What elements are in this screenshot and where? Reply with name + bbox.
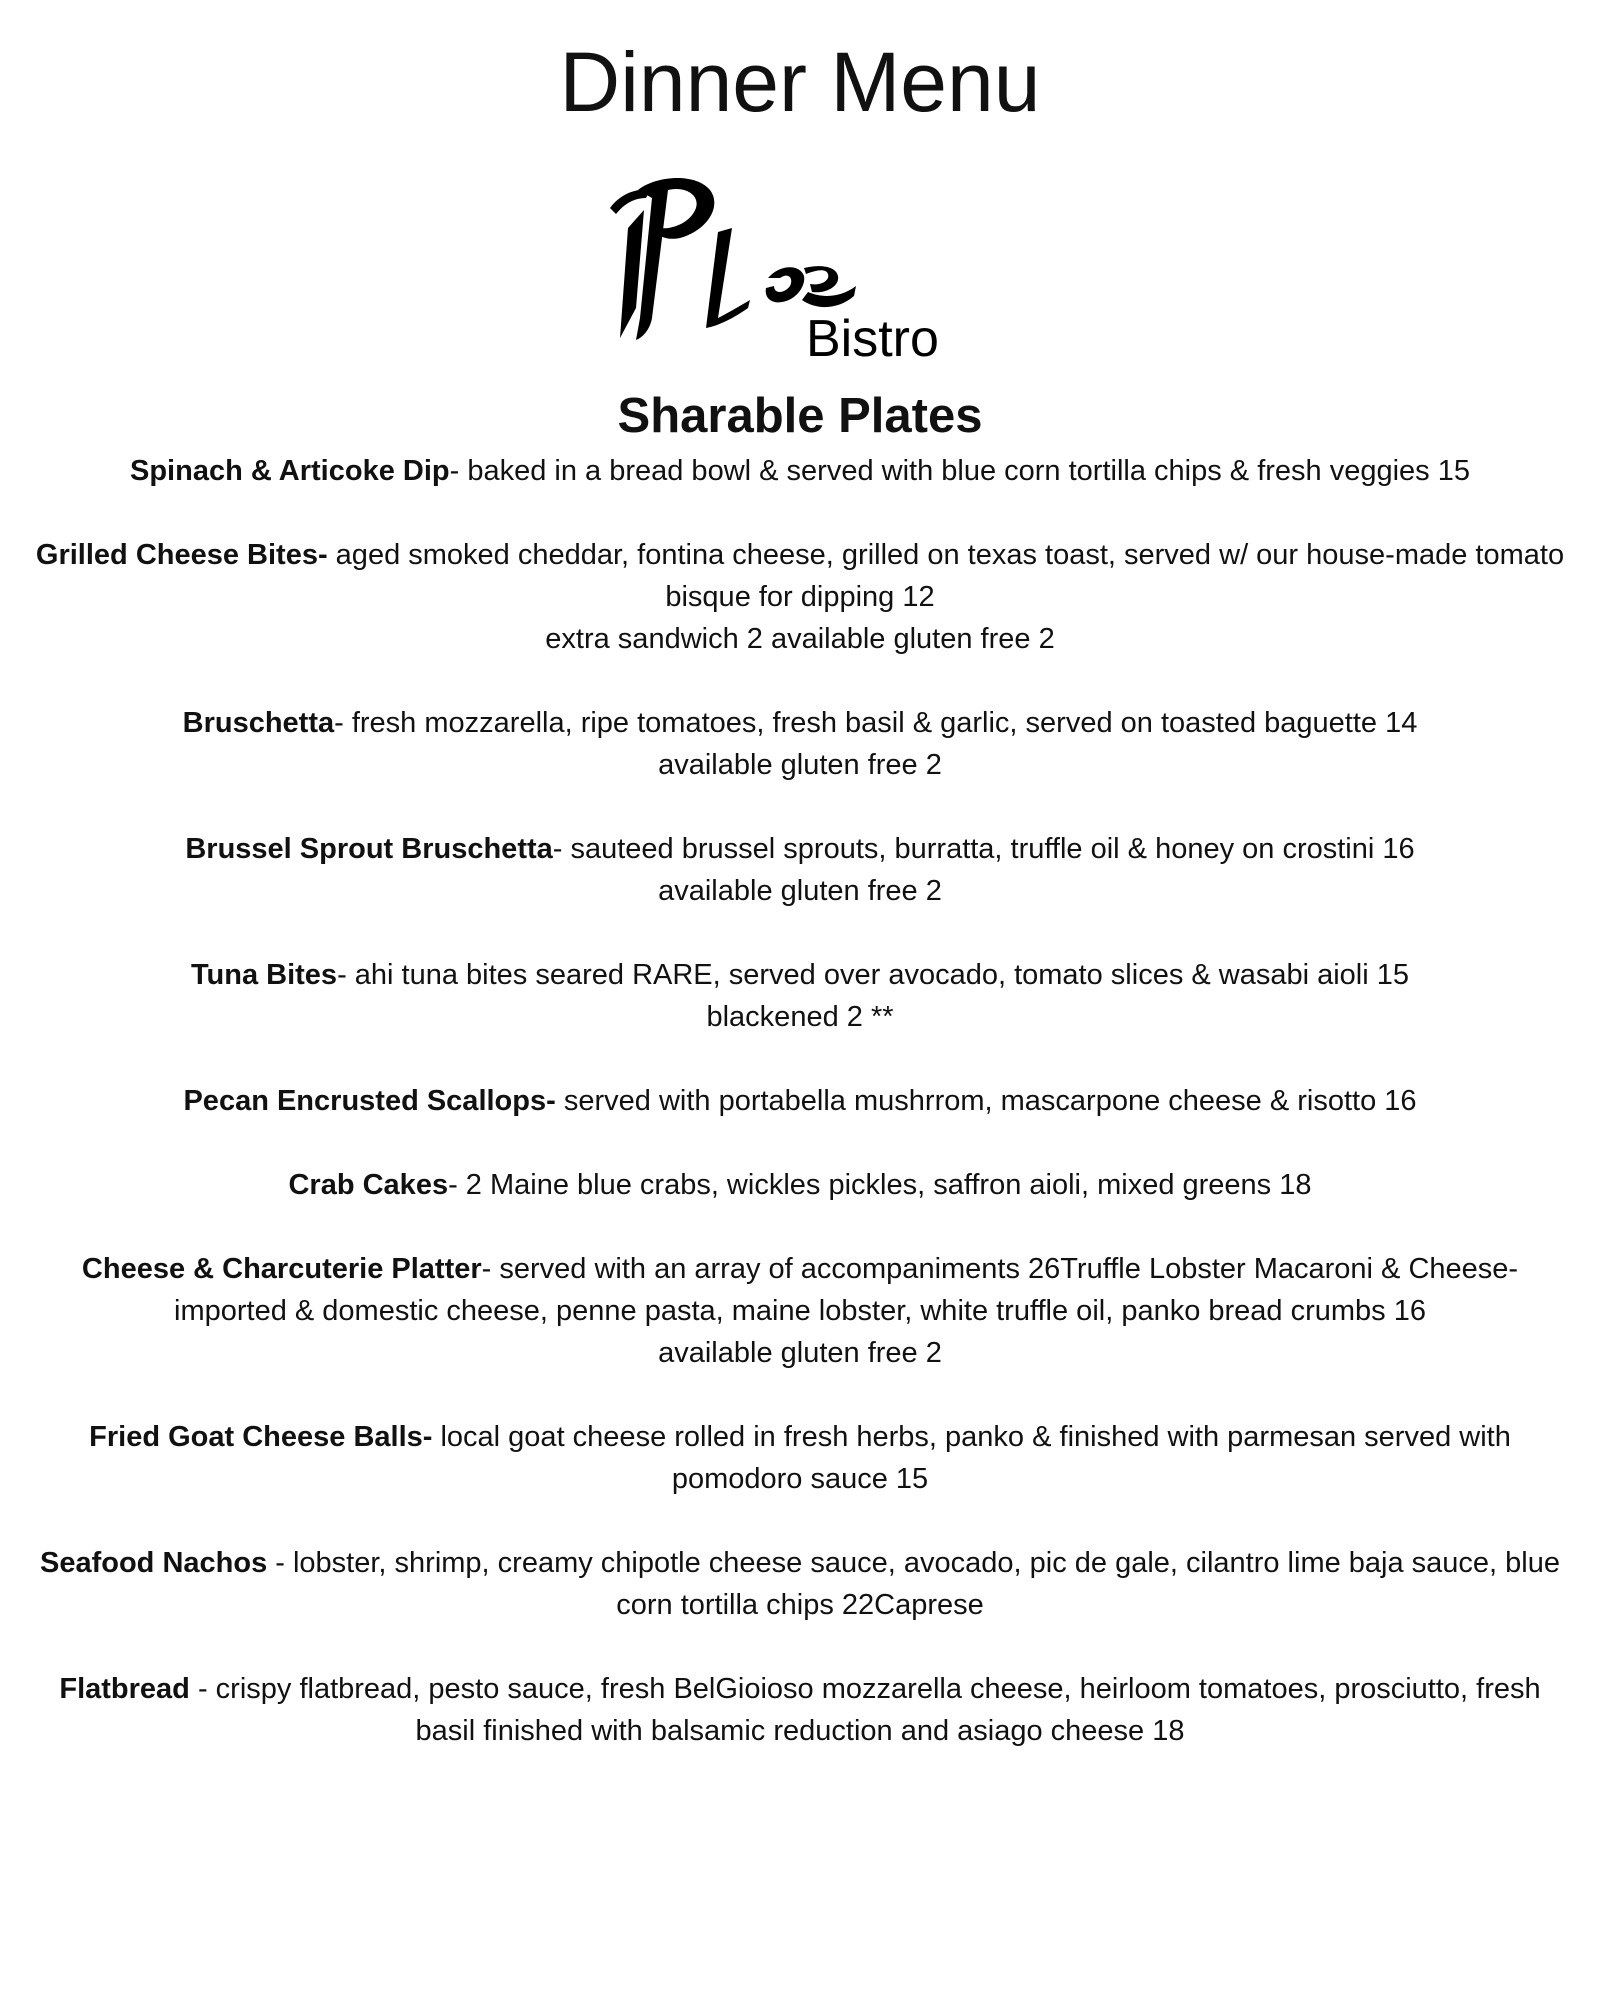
item-name: Seafood Nachos (39, 1547, 268, 1579)
menu-item-pecan-encrusted-scallops (30, 1080, 1570, 1122)
item-extra: blackened 2 ** (706, 1001, 894, 1033)
item-name: Brussel Sprout Bruschetta (185, 833, 553, 865)
item-name: Pecan Encrusted Scallops- (183, 1085, 556, 1117)
menu-item-cheese-charcuterie-platter (30, 1248, 1570, 1374)
item-name: Spinach & Articoke Dip (130, 455, 450, 487)
menu-item-fried-goat-cheese-balls (30, 1416, 1570, 1500)
item-description: - ahi tuna bites seared RARE, served over avocado, tomato slices & wasabi aioli 15 (337, 959, 1410, 991)
menu-item-seafood-nachos (30, 1542, 1570, 1626)
item-description: - fresh mozzarella, ripe tomatoes, fresh basil & garlic, served on toasted baguette 14 (334, 707, 1418, 739)
item-extra: available gluten free 2 (658, 1337, 942, 1369)
menu-item-bruschetta (30, 702, 1570, 786)
item-description: - lobster, shrimp, creamy chipotle cheese sauce, avocado, pic de gale, cilantro lime baja sauce, blue corn tortilla chips 22Caprese (267, 1547, 1560, 1621)
item-description: - sauteed brussel sprouts, burratta, truffle oil & honey on crostini 16 (552, 833, 1415, 865)
menu-item-grilled-cheese-bites (30, 534, 1570, 660)
item-description: served with portabella mushrrom, mascarpone cheese & risotto 16 (555, 1085, 1417, 1117)
section-title: Sharable Plates (617, 389, 983, 443)
item-name: Grilled Cheese Bites- (35, 539, 328, 571)
item-description: - crispy flatbread, pesto sauce, fresh BelGioioso mozzarella cheese, heirloom tomatoes, prosciutto, fresh basil finished with balsamic reduction and asiago cheese 18 (189, 1673, 1541, 1747)
item-description: - served with an array of accompaniments 26Truffle Lobster Macaroni & Cheese- imported & domestic cheese, penne pasta, maine lobster, white truffle oil, panko bread crumbs 16 (174, 1253, 1519, 1327)
item-name: Cheese & Charcuterie Platter (81, 1253, 482, 1285)
item-name: Crab Cakes (288, 1169, 449, 1201)
item-description: - baked in a bread bowl & served with blue corn tortilla chips & fresh veggies 15 (449, 455, 1470, 487)
item-name: Flatbread (59, 1673, 190, 1705)
menu-items (30, 450, 1570, 1794)
menu-item-flatbread (30, 1668, 1570, 1752)
item-name: Fried Goat Cheese Balls- (89, 1421, 433, 1453)
item-extra: available gluten free 2 (658, 749, 942, 781)
logo-graphic (600, 168, 960, 368)
item-description: local goat cheese rolled in fresh herbs, panko & finished with parmesan served with pomodoro sauce 15 (432, 1421, 1511, 1495)
menu-item-tuna-bites (30, 954, 1570, 1038)
item-name: Bruschetta (182, 707, 335, 739)
page-title: Dinner Menu (559, 35, 1041, 129)
item-extra: extra sandwich 2 available gluten free 2 (545, 623, 1055, 655)
menu-item-brussel-sprout-bruschetta (30, 828, 1570, 912)
item-description: - 2 Maine blue crabs, wickles pickles, saffron aioli, mixed greens 18 (448, 1169, 1312, 1201)
logo-wordmark-bistro: Bistro (806, 310, 939, 368)
menu-item-spinach-artichoke-dip (30, 450, 1570, 492)
item-description: aged smoked cheddar, fontina cheese, grilled on texas toast, served w/ our house-made tomato bisque for dipping 12 (327, 539, 1565, 613)
plae-bistro-logo-icon (600, 168, 960, 368)
item-extra: available gluten free 2 (658, 875, 942, 907)
menu-item-crab-cakes (30, 1164, 1570, 1206)
item-name: Tuna Bites (190, 959, 338, 991)
